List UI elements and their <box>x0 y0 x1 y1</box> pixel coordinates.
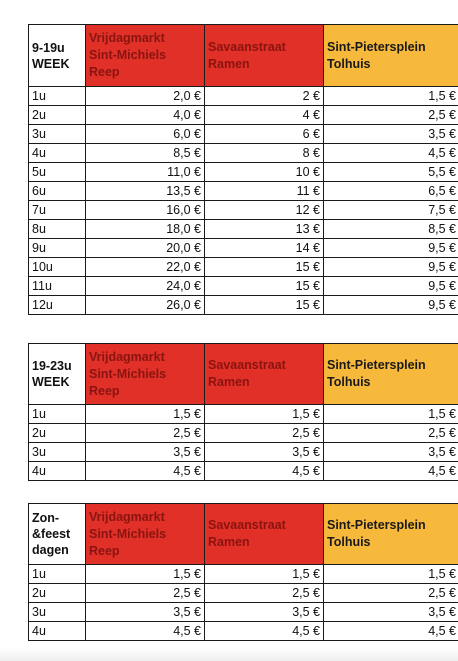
duration-cell: 5u <box>29 163 86 182</box>
price-cell: 4,5 € <box>324 622 458 641</box>
table-row <box>29 443 458 462</box>
price-cell: 3,5 € <box>324 125 458 144</box>
tariff-table-weekday-day <box>28 24 458 315</box>
price-cell: 11,0 € <box>86 163 205 182</box>
zone-header-sint-pietersplein: Sint-Pietersplein Tolhuis <box>324 344 458 405</box>
price-cell: 5,5 € <box>324 163 458 182</box>
period-label: 9-19u WEEK <box>29 25 86 87</box>
price-cell: 15 € <box>205 258 324 277</box>
duration-cell: 4u <box>29 622 86 641</box>
header-row <box>29 344 458 405</box>
price-cell: 8 € <box>205 144 324 163</box>
price-cell: 2,5 € <box>324 584 458 603</box>
table-row <box>29 144 458 163</box>
price-cell: 12 € <box>205 201 324 220</box>
price-cell: 1,5 € <box>86 565 205 584</box>
price-cell: 2,5 € <box>86 584 205 603</box>
table-row <box>29 565 458 584</box>
duration-cell: 8u <box>29 220 86 239</box>
price-cell: 13 € <box>205 220 324 239</box>
price-cell: 4,5 € <box>86 622 205 641</box>
price-cell: 7,5 € <box>324 201 458 220</box>
duration-cell: 1u <box>29 405 86 424</box>
price-cell: 15 € <box>205 277 324 296</box>
price-cell: 4,5 € <box>205 462 324 481</box>
page-edge-shadow <box>0 647 458 661</box>
price-cell: 4,0 € <box>86 106 205 125</box>
table-row <box>29 201 458 220</box>
price-cell: 6 € <box>205 125 324 144</box>
price-cell: 6,5 € <box>324 182 458 201</box>
price-cell: 1,5 € <box>86 405 205 424</box>
price-cell: 6,0 € <box>86 125 205 144</box>
price-cell: 1,5 € <box>324 565 458 584</box>
price-cell: 24,0 € <box>86 277 205 296</box>
price-cell: 1,5 € <box>205 405 324 424</box>
price-cell: 2,0 € <box>86 87 205 106</box>
table-row <box>29 220 458 239</box>
header-row <box>29 25 458 87</box>
duration-cell: 7u <box>29 201 86 220</box>
duration-cell: 3u <box>29 125 86 144</box>
price-cell: 4,5 € <box>324 462 458 481</box>
price-cell: 9,5 € <box>324 277 458 296</box>
price-cell: 16,0 € <box>86 201 205 220</box>
price-cell: 11 € <box>205 182 324 201</box>
table-row <box>29 258 458 277</box>
duration-cell: 3u <box>29 603 86 622</box>
price-cell: 8,5 € <box>86 144 205 163</box>
duration-cell: 11u <box>29 277 86 296</box>
tariff-table-weekday-evening <box>28 343 458 481</box>
table-row <box>29 603 458 622</box>
duration-cell: 2u <box>29 424 86 443</box>
price-cell: 2,5 € <box>205 424 324 443</box>
table-row <box>29 405 458 424</box>
price-cell: 1,5 € <box>324 405 458 424</box>
price-cell: 4,5 € <box>205 622 324 641</box>
duration-cell: 4u <box>29 144 86 163</box>
price-cell: 20,0 € <box>86 239 205 258</box>
duration-cell: 2u <box>29 106 86 125</box>
zone-header-savaanstraat: Savaanstraat Ramen <box>205 504 324 565</box>
zone-header-vrijdagmarkt: Vrijdagmarkt Sint-Michiels Reep <box>86 344 205 405</box>
price-cell: 9,5 € <box>324 239 458 258</box>
duration-cell: 1u <box>29 565 86 584</box>
table-row <box>29 163 458 182</box>
duration-cell: 6u <box>29 182 86 201</box>
duration-cell: 4u <box>29 462 86 481</box>
price-cell: 1,5 € <box>324 87 458 106</box>
period-label: 19-23u WEEK <box>29 344 86 405</box>
table-row <box>29 462 458 481</box>
duration-cell: 3u <box>29 443 86 462</box>
price-cell: 26,0 € <box>86 296 205 315</box>
price-cell: 8,5 € <box>324 220 458 239</box>
duration-cell: 2u <box>29 584 86 603</box>
price-cell: 15 € <box>205 296 324 315</box>
table-row <box>29 424 458 443</box>
price-cell: 4,5 € <box>324 144 458 163</box>
zone-header-sint-pietersplein: Sint-Pietersplein Tolhuis <box>324 25 458 87</box>
price-cell: 14 € <box>205 239 324 258</box>
price-cell: 3,5 € <box>205 443 324 462</box>
zone-header-vrijdagmarkt: Vrijdagmarkt Sint-Michiels Reep <box>86 504 205 565</box>
price-cell: 2,5 € <box>86 424 205 443</box>
zone-header-vrijdagmarkt: Vrijdagmarkt Sint-Michiels Reep <box>86 25 205 87</box>
zone-header-sint-pietersplein: Sint-Pietersplein Tolhuis <box>324 504 458 565</box>
price-cell: 22,0 € <box>86 258 205 277</box>
table-row <box>29 87 458 106</box>
table-row <box>29 277 458 296</box>
zone-header-savaanstraat: Savaanstraat Ramen <box>205 25 324 87</box>
price-cell: 2,5 € <box>324 424 458 443</box>
price-cell: 1,5 € <box>205 565 324 584</box>
price-cell: 10 € <box>205 163 324 182</box>
table-row <box>29 622 458 641</box>
price-cell: 4 € <box>205 106 324 125</box>
header-row <box>29 504 458 565</box>
price-cell: 3,5 € <box>324 443 458 462</box>
price-cell: 3,5 € <box>324 603 458 622</box>
table-row <box>29 182 458 201</box>
zone-header-savaanstraat: Savaanstraat Ramen <box>205 344 324 405</box>
price-cell: 3,5 € <box>86 443 205 462</box>
price-cell: 4,5 € <box>86 462 205 481</box>
table-row <box>29 125 458 144</box>
price-cell: 2 € <box>205 87 324 106</box>
price-cell: 9,5 € <box>324 258 458 277</box>
period-label: Zon- &feest dagen <box>29 504 86 565</box>
duration-cell: 1u <box>29 87 86 106</box>
table-row <box>29 296 458 315</box>
duration-cell: 12u <box>29 296 86 315</box>
table-row <box>29 584 458 603</box>
price-cell: 3,5 € <box>86 603 205 622</box>
tariff-table-sundays-holidays <box>28 503 458 641</box>
table-row <box>29 239 458 258</box>
table-row <box>29 106 458 125</box>
price-cell: 3,5 € <box>205 603 324 622</box>
price-cell: 9,5 € <box>324 296 458 315</box>
price-cell: 2,5 € <box>324 106 458 125</box>
price-cell: 13,5 € <box>86 182 205 201</box>
price-cell: 2,5 € <box>205 584 324 603</box>
duration-cell: 9u <box>29 239 86 258</box>
price-cell: 18,0 € <box>86 220 205 239</box>
duration-cell: 10u <box>29 258 86 277</box>
